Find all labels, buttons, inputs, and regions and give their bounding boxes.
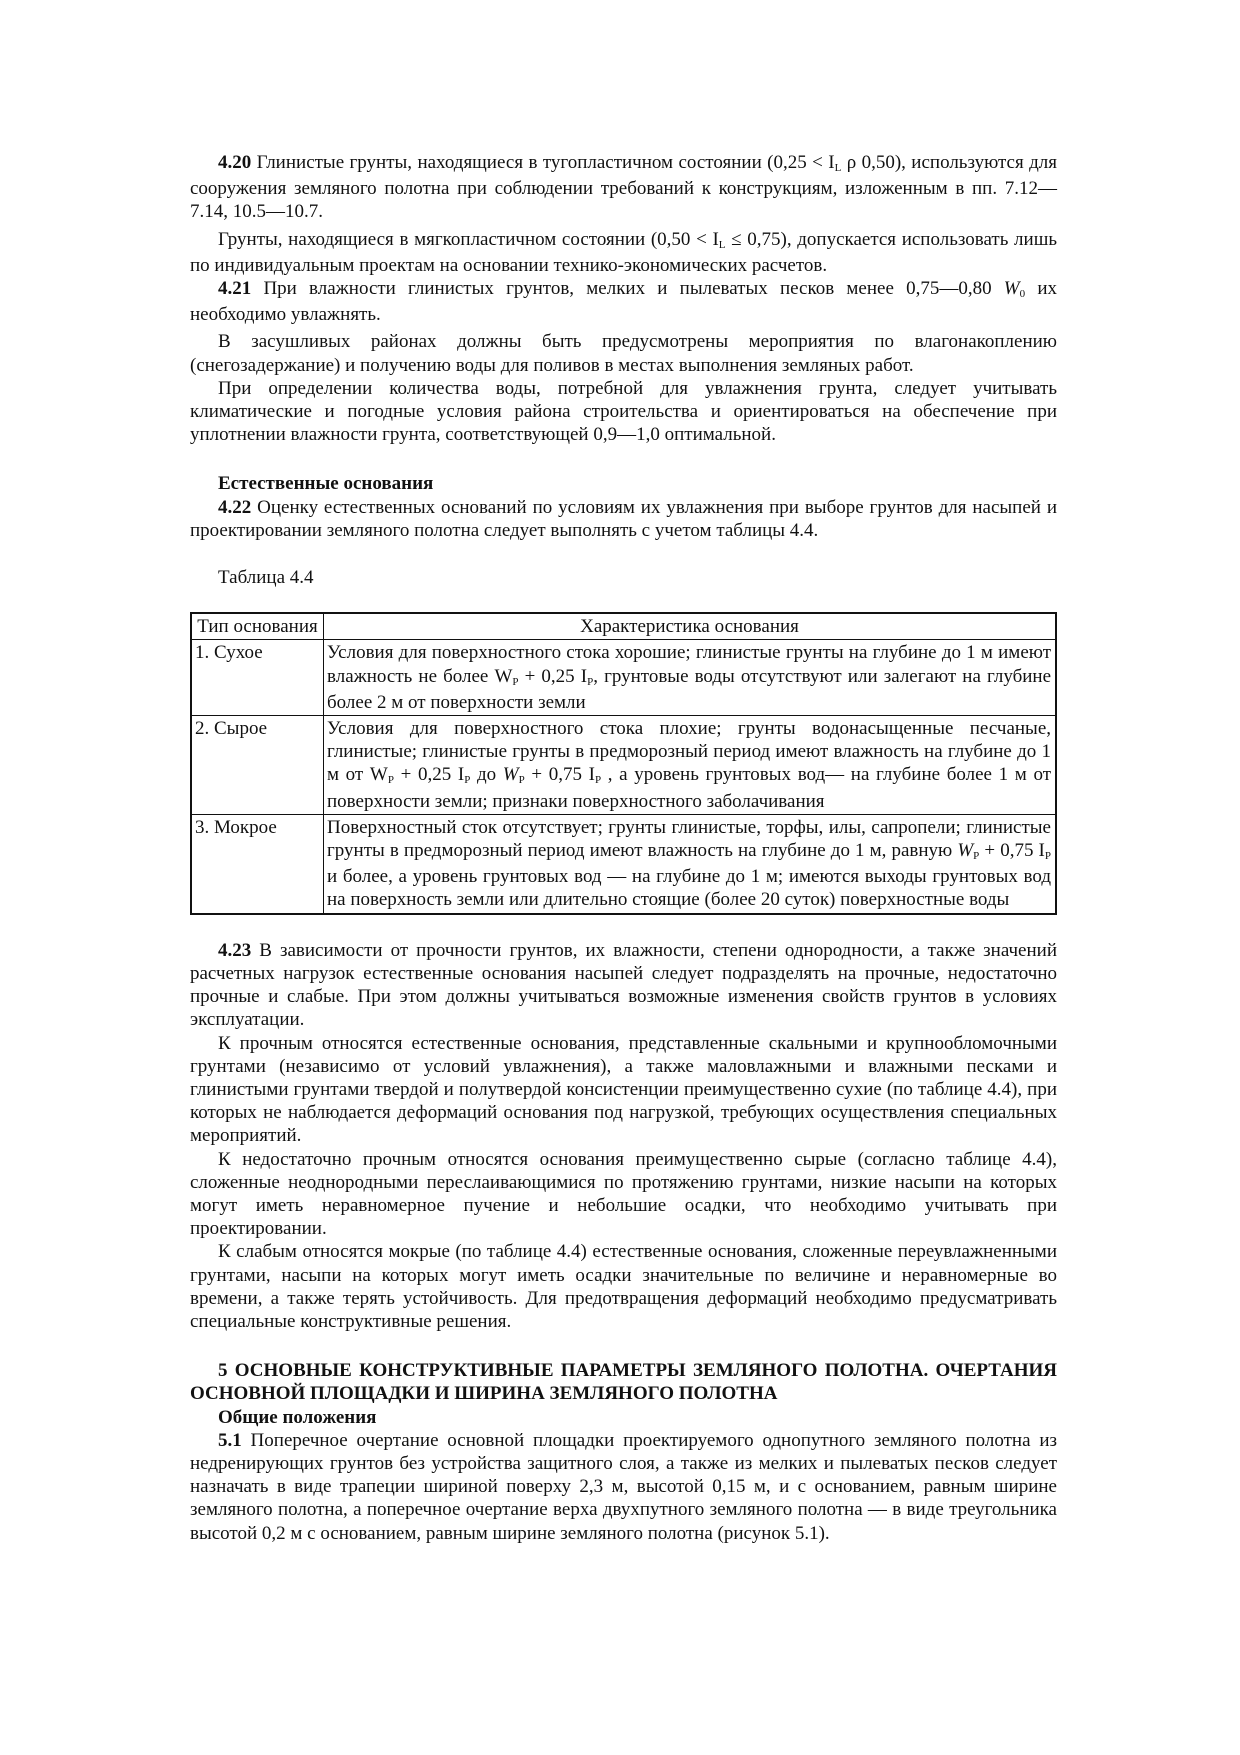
column-header-type: Тип основания xyxy=(191,613,324,640)
clause-number: 4.23 xyxy=(218,939,252,961)
table-4-4 xyxy=(190,612,1057,914)
table-row xyxy=(191,640,1056,716)
clause-number: 4.22 xyxy=(218,496,252,518)
heading-general-provisions: Общие положения xyxy=(218,1406,377,1428)
clause-number: 4.20 xyxy=(218,152,252,173)
clause-number: 4.21 xyxy=(218,278,252,300)
row-description: Условия для поверхностного стока хорошие; глинистые грунты на глубине до 1 м имеют влажность не более $W_P + 0,25$ $I_P$, грунтовые воды отсутствуют или залегают на глубине более 2 м от поверхности земли xyxy=(324,640,1057,716)
paragraph-4-23-strong: К прочным относятся естественные основания, представленные скальными и крупнообломочными грунтами (независимо от условий увлажнения), а также маловлажными и влажными песками и глинистыми грунтами твердой и полутвердой консистенции преимущественно сухие (по таблице 4.4), при которых не наблюдается деформаций основания под нагрузкой, требующих осуществления специальных мероприятий. xyxy=(190,1032,1057,1147)
paragraph-4-21: 4.21 При влажности глинистых грунтов, мелких и пылеватых песков менее 0,75—0,80 $W_0$ их необходимо увлажнять. xyxy=(190,278,1057,326)
paragraph-4-21-arid: В засушливых районах должны быть предусмотрены мероприятия по влагонакоплению (снегозадержание) и получению воды для поливов в местах выполнения земляных работ. xyxy=(190,331,1057,376)
row-type: 1. Сухое xyxy=(191,640,324,716)
column-header-characteristics: Характеристика основания xyxy=(324,613,1057,640)
paragraph-4-23-insufficient: К недостаточно прочным относятся основания преимущественно сырые (согласно таблице 4.4), сложенные неоднородными переслаивающимися по протяжению грунтами, низкие насыпи на которых могут иметь неравномерное пучение и небольшие осадки, что необходимо учитывать при проектировании. xyxy=(190,1148,1057,1240)
row-description: Поверхностный сток отсутствует; грунты глинистые, торфы, илы, сапропели; глинистые грунты в предморозный период имеют влажность на глубине до 1 м, равную $W_P + 0,75$ $I_P$ и более, а уровень грунтовых вод — на глубине до 1 м; имеются выходы грунтовых вод на поверхность земли или длительно стоящие (более 20 суток) поверхностные воды xyxy=(324,814,1057,913)
paragraph-4-21-water: При определении количества воды, потребной для увлажнения грунта, следует учитывать климатические и погодные условия района строительства и ориентироваться на обеспечение при уплотнении влажности грунта, соответствующей 0,9—1,0 оптимальной. xyxy=(190,377,1057,446)
paragraph-5-1: 5.1 Поперечное очертание основной площадки проектируемого однопутного земляного полотна из недренирующих грунтов без устройства защитного слоя, а также из мелких и пылеватых песков следует назначать в виде трапеции шириной поверху 2,3 м, высотой 0,15 м, и с основанием, равным ширине земляного полотна, а поперечное очертание верха двухпутного земляного полотна — в виде треугольника высотой 0,2 м с основанием, равным ширине земляного полотна (рисунок 5.1). xyxy=(190,1429,1057,1544)
row-type: 3. Мокрое xyxy=(191,814,324,913)
document-page xyxy=(190,151,1057,1545)
paragraph-4-23-weak: К слабым относятся мокрые (по таблице 4.4) естественные основания, сложенные переувлажненными грунтами, насыпи на которых могут иметь осадки значительные по величине и неравномерные во времени, а также терять устойчивость. Для предотвращения деформаций необходимо предусматривать специальные конструктивные решения. xyxy=(190,1241,1057,1332)
paragraph-4-20: 4.20 Глинистые грунты, находящиеся в тугопластичном состоянии ($0,25 < I_L$ ρ 0,50), используются для сооружения земляного полотна при соблюдении требований к конструкциям, изложенным в пп. 7.12—7.14, 10.5—10.7. xyxy=(190,152,1058,223)
paragraph-4-20-soft-plastic: Грунты, находящиеся в мягкопластичном состоянии $(0,50 < I_L \le 0,75)$, допускается использовать лишь по индивидуальным проектам на основании технико-экономических расчетов. xyxy=(190,228,1057,276)
heading-natural-bases: Естественные основания xyxy=(218,473,434,495)
table-header-row xyxy=(191,613,1056,640)
row-description: Условия для поверхностного стока плохие; грунты водонасыщенные песчаные, глинистые; глинистые грунты в предморозный период имеют влажность на глубине до 1 м от $W_P + 0,25$ $I_P$ до $W_P + 0,75$ $I_P$ , а уровень грунтовых вод— на глубине более 1 м от поверхности земли; признаки поверхностного заболачивания xyxy=(324,716,1057,815)
table-row xyxy=(191,716,1056,815)
row-type: 2. Сырое xyxy=(191,716,324,815)
paragraph-4-22: 4.22 Оценку естественных оснований по условиям их увлажнения при выборе грунтов для насыпей и проектировании земляного полотна следует выполнять с учетом таблицы 4.4. xyxy=(190,496,1057,541)
heading-section-5: 5 ОСНОВНЫЕ КОНСТРУКТИВНЫЕ ПАРАМЕТРЫ ЗЕМЛЯНОГО ПОЛОТНА. ОЧЕРТАНИЯ ОСНОВНОЙ ПЛОЩАДКИ И ШИРИНА ЗЕМЛЯНОГО ПОЛОТНА xyxy=(190,1360,1057,1405)
paragraph-4-23: 4.23 В зависимости от прочности грунтов, их влажности, степени однородности, а также значений расчетных нагрузок естественные основания насыпей следует подразделять на прочные, недостаточно прочные и слабые. При этом должны учитываться возможные изменения свойств грунтов в условиях эксплуатации. xyxy=(190,939,1057,1031)
clause-number: 5.1 xyxy=(218,1429,242,1451)
table-row xyxy=(191,814,1056,913)
table-caption: Таблица 4.4 xyxy=(218,567,314,589)
